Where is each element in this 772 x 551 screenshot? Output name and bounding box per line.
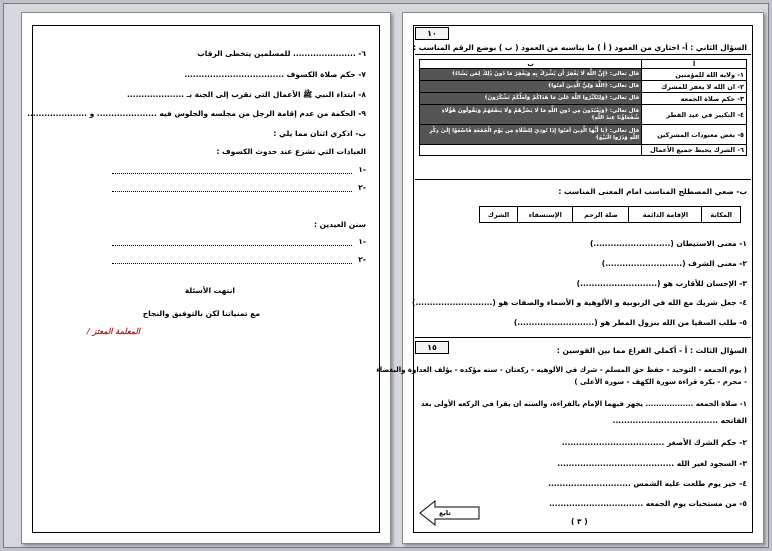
col-a-item: ٤- التكبير في عيد الفطر: [642, 105, 747, 125]
q3-heading: السؤال الثالث : أ - أكملي الفراغ مما بين القوسين :: [556, 346, 747, 355]
term-cell: الإقامة الدائمة: [629, 207, 702, 223]
teacher-signature: المعلمة المعتز /: [86, 327, 140, 336]
q3-item-3: ٣- السجود لغير الله .........................................: [557, 459, 747, 468]
eclipse-worship-title: العبادات التي تشرع عند حدوث الكسوف :: [216, 147, 366, 156]
term-question-4: ٤- جعل شريك مع الله في الربوبية و الألوهية و الأسماء والصفات هو (...........................): [412, 298, 747, 307]
answer-line: [112, 263, 352, 264]
term-question-1: ١- معنى الاستيطان (...........................): [589, 239, 747, 248]
terms-table: [479, 206, 741, 223]
eclipse-item-2: -٢: [358, 183, 366, 192]
q8-text: ٨- ابتداء النبي ﷺ الأعمال التي تقرب إلى الجنة بـ ....................: [127, 90, 366, 99]
col-a-item: ٦- الشرك يحبط جميع الأعمال: [642, 145, 747, 156]
q3-word-bank-line-1: ( يوم الجمعه - التوحيد - حفظ حق المسلم - شرك في الألوهيه - ركعتان - سنه مؤكده - يؤلف العداوة والبغضاء: [376, 366, 747, 374]
q9-text: ٩- الحكمة من عدم إقامة الرجل من مجلسه والجلوس فيه ..................... و .....................: [27, 109, 366, 118]
matching-table: [419, 59, 747, 156]
answer-line: [112, 191, 352, 192]
divider: [415, 54, 751, 55]
answer-line: [112, 245, 352, 246]
term-question-3: ٣- الإحسان للأقارب هو (...........................): [576, 279, 747, 288]
answer-line: [112, 173, 352, 174]
col-b-empty: [420, 145, 642, 156]
left-page-border: [32, 25, 380, 533]
col-b-item: قال تعالى: ﴿يَا أَيُّهَا الَّذِينَ آمَنُوا إِذَا نُودِيَ لِلصَّلَاةِ مِن يَوْمِ الْجُمُعَةِ فَاسْعَوْا إِلَىٰ ذِكْرِ اللَّهِ وَذَرُوا الْبَيْعَ﴾: [420, 125, 642, 145]
divider: [415, 179, 751, 180]
term-question-5: ٥- طلب السقيا من الله بنزول المطر هو (...........................): [513, 318, 747, 327]
score-box-q2: ١٠: [415, 27, 449, 40]
col-b-item: قال تعالى: ﴿وَلِتُكَبِّرُوا اللَّهَ عَلَىٰ مَا هَدَاكُمْ وَلَعَلَّكُمْ تَشْكُرُونَ﴾: [420, 93, 642, 105]
right-page: [376, 12, 764, 544]
col-b-item: قال تعالى: ﴿اللَّهُ وَلِيُّ الَّذِينَ آمَنُوا﴾: [420, 81, 642, 93]
column-a-header: أ: [642, 60, 747, 69]
left-page: [21, 12, 391, 544]
section-b-heading: ب- اذكري اثنان مما يلي :: [273, 129, 366, 138]
page-number: ( ٣ ): [571, 517, 588, 526]
q3-item-1-cont: الفاتحه .....................................: [612, 416, 747, 425]
q3-item-2: ٢- حكم الشرك الأصغر ....................................: [561, 438, 747, 447]
eid-sunnah-title: سنن العيدين :: [314, 220, 366, 229]
col-a-item: ٥- بعض معبودات المشركين: [642, 125, 747, 145]
q3-item-1: ١- صلاة الجمعه .................. يجهر فيهما الإمام بالقراءة، والسنه ان يقرا في الركعه الأولى بعد: [420, 400, 747, 408]
col-b-item: قال تعالى: ﴿إِنَّ اللَّهَ لَا يَغْفِرُ أَن يُشْرَكَ بِهِ وَيَغْفِرُ مَا دُونَ ذَٰلِكَ لِمَن يَشَاءُ﴾: [420, 69, 642, 81]
term-cell: المكانة: [702, 207, 741, 223]
q2-heading: السؤال الثاني : أ- اختاري من العمود ( أ ) ما يناسبه من العمود ( ب ) بوضع الرقم المناسب :: [413, 43, 747, 52]
col-b-item: قال تعالى: ﴿وَيَعْبُدُونَ مِن دُونِ اللَّهِ مَا لَا يَضُرُّهُمْ وَلَا يَنفَعُهُمْ وَيَقُولُونَ هَٰؤُلَاءِ شُفَعَاؤُنَا عِندَ اللَّهِ﴾: [420, 105, 642, 125]
q7-text: ٧- حكم صلاة الكسوف ...................................: [184, 70, 366, 79]
end-of-questions: انتهت الأسئلة: [184, 286, 235, 295]
term-question-2: ٢- معنى الشرف (...........................): [601, 259, 747, 268]
col-a-item: ١- ولايه الله للمؤمنين: [642, 69, 747, 81]
eid-item-1: -١: [358, 237, 366, 246]
column-b-header: ب: [420, 60, 642, 69]
score-box-q3: ١٥: [415, 341, 449, 354]
eid-item-2: -٢: [358, 255, 366, 264]
next-label: تابع: [439, 509, 451, 517]
q6-text: ٦- ...................... للمسلمين يتخطى الرقاب: [197, 49, 366, 58]
term-cell: الشرك: [480, 207, 518, 223]
q3-item-4: ٤- خير يوم طلعت عليه الشمس .............................: [548, 479, 747, 488]
col-a-item: ٢- ان الله لا يغفر للمشرك: [642, 81, 747, 93]
wishes-text: مع تمنياتنا لكن بالتوفيق والنجاح: [142, 309, 260, 318]
viewer-frame: [3, 3, 769, 548]
term-cell: الإستسقاء: [518, 207, 573, 223]
q3-item-5: ٥- من مستحبات يوم الجمعه .................................: [549, 499, 747, 508]
eclipse-item-1: -١: [358, 165, 366, 174]
q3-word-bank-line-2: - محرم - بكره قراءة سورة الكهف - سورة الأعلى ): [574, 378, 747, 386]
term-cell: صلة الرحم: [573, 207, 629, 223]
col-a-item: ٣- حكم صلاة الجمعه: [642, 93, 747, 105]
divider: [415, 337, 751, 338]
section-b-heading: ب- ضعي المصطلح المناسب امام المعنى المناسب :: [558, 187, 747, 196]
